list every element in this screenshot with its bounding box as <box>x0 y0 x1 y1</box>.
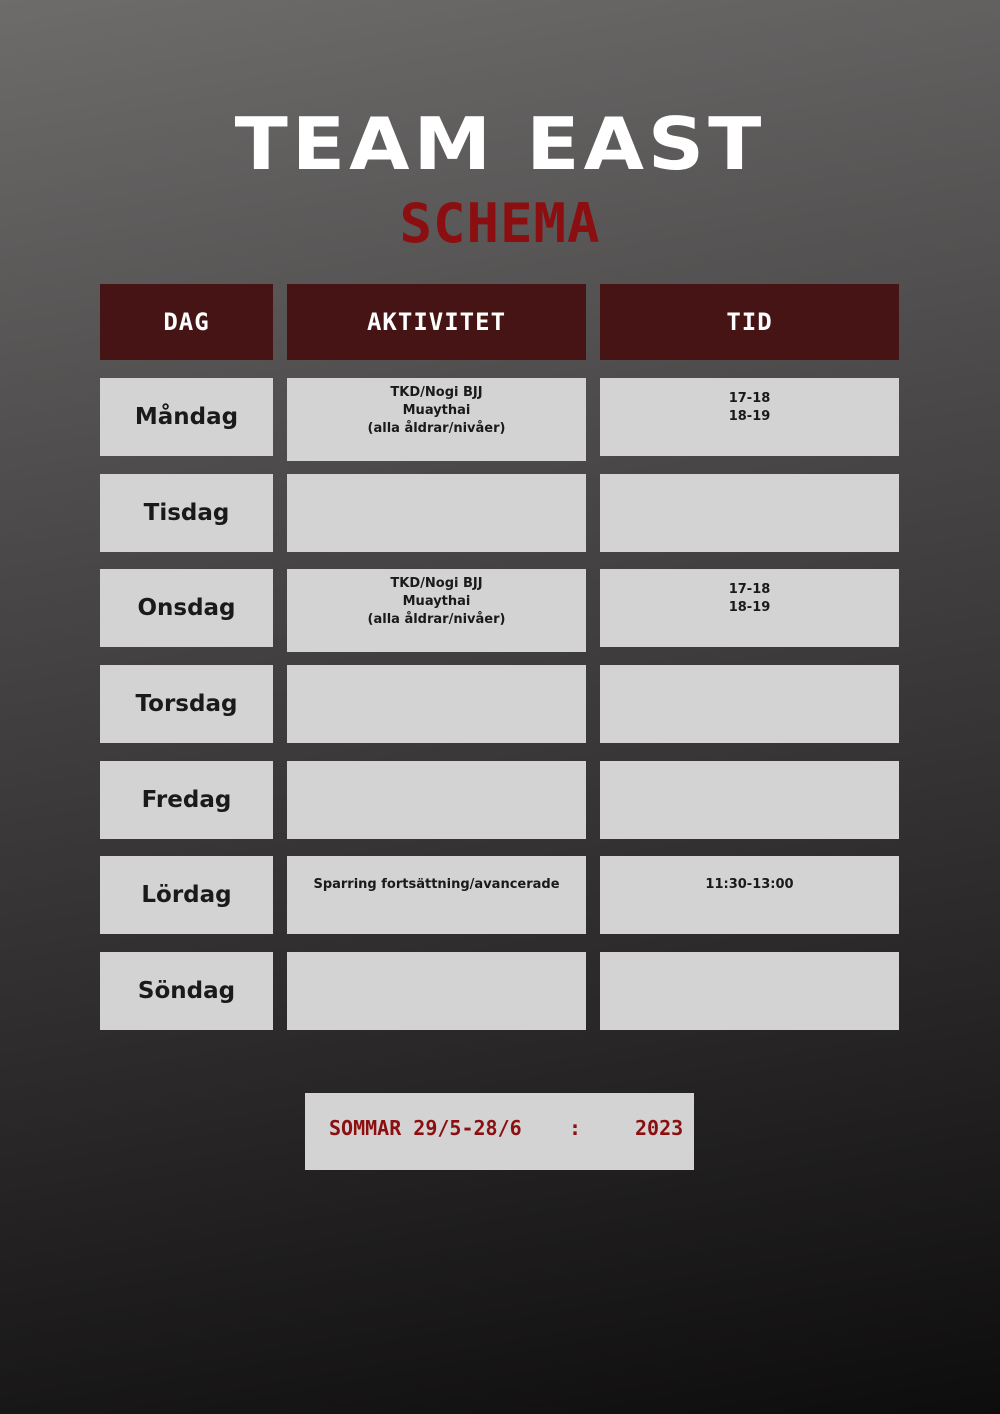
day-cell: Måndag <box>100 378 273 456</box>
day-cell: Tisdag <box>100 474 273 552</box>
time-cell <box>600 474 899 552</box>
activity-line: TKD/Nogi BJJ <box>390 385 483 400</box>
activity-cell <box>287 378 586 461</box>
day-cell: Söndag <box>100 952 273 1030</box>
column-header-activity: AKTIVITET <box>287 284 586 360</box>
activity-cell <box>287 952 586 1030</box>
day-cell: Torsdag <box>100 665 273 743</box>
activity-cell <box>287 474 586 552</box>
time-line: 18-19 <box>728 409 771 424</box>
time-line: 11:30-13:00 <box>705 877 794 892</box>
activity-line: (alla åldrar/nivåer) <box>367 421 506 436</box>
day-cell: Fredag <box>100 761 273 839</box>
time-cell <box>600 665 899 743</box>
activity-line: Sparring fortsättning/avancerade <box>313 877 560 892</box>
activity-cell <box>287 761 586 839</box>
time-cell <box>600 952 899 1030</box>
time-line: 17-18 <box>728 582 771 597</box>
day-cell: Lördag <box>100 856 273 934</box>
time-line: 18-19 <box>728 600 771 615</box>
activity-line: TKD/Nogi BJJ <box>390 576 483 591</box>
time-line: 17-18 <box>728 391 771 406</box>
activity-cell <box>287 856 586 934</box>
time-cell <box>600 569 899 647</box>
column-header-day: DAG <box>100 284 273 360</box>
activity-line: Muaythai <box>402 403 471 418</box>
page-title: TEAM EAST <box>234 103 766 187</box>
season-label: SOMMAR 29/5-28/6 <box>329 1116 522 1140</box>
activity-cell <box>287 569 586 652</box>
season-separator: : <box>569 1116 582 1140</box>
day-cell: Onsdag <box>100 569 273 647</box>
season-year: 2023 <box>635 1116 684 1140</box>
time-cell <box>600 856 899 934</box>
activity-cell <box>287 665 586 743</box>
page-subtitle: SCHEMA <box>399 192 601 255</box>
activity-line: (alla åldrar/nivåer) <box>367 612 506 627</box>
activity-line: Muaythai <box>402 594 471 609</box>
time-cell <box>600 761 899 839</box>
column-header-time: TID <box>600 284 899 360</box>
season-box <box>305 1093 694 1170</box>
time-cell <box>600 378 899 456</box>
